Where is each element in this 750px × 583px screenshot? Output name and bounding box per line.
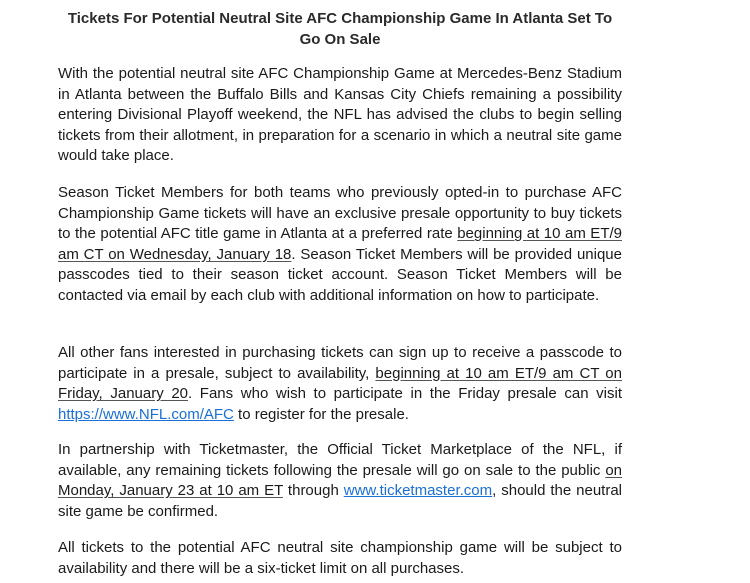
paragraph-text: . Season Ticket Members will be provided unique passcodes tied to their season ticket account. Season Ticket Members will be contacted via email by each club with additional information on how to participate. bbox=[58, 245, 622, 304]
paragraph-text: to register for the presale. bbox=[233, 405, 409, 423]
paragraph-text: . Fans who wish to participate in the Friday presale can visit bbox=[188, 385, 622, 403]
public-sale-date: on Monday, January 23 at 10 am ET bbox=[58, 461, 622, 500]
paragraph-text: , should the neutral site game be confirmed. bbox=[58, 482, 623, 520]
paragraph-fan-presale bbox=[58, 343, 622, 425]
article-title: Tickets For Potential Neutral Site AFC Championship Game In Atlanta Set To Go On Sale bbox=[67, 10, 613, 48]
paragraph-intro: With the potential neutral site AFC Championship Game at Mercedes-Benz Stadium in Atlanta between the Buffalo Bills and Kansas City Chiefs remaining a possibility entering Divisional Playoff weekend, the NFL has advised the clubs to begin selling tickets from their allotment, in preparation for a scenario in which a neutral site game would take place. bbox=[58, 65, 622, 165]
paragraph-text: All other fans interested in purchasing tickets can sign up to receive a passcode to participate in a presale, subject to availability, bbox=[58, 344, 622, 382]
paragraph-ticket-limit: All tickets to the potential AFC neutral site championship game will be subject to availability and there will be a six-ticket limit on all purchases. bbox=[58, 539, 622, 577]
presale-date-wednesday: beginning at 10 am ET/9 am CT on Wednesday, January 18 bbox=[58, 225, 622, 263]
paragraph-text: In partnership with Ticketmaster, the Official Ticket Marketplace of the NFL, if available, any remaining tickets following the presale will go on sale to the public bbox=[58, 441, 622, 479]
ticketmaster-link[interactable]: www.ticketmaster.com bbox=[343, 482, 493, 500]
presale-date-friday: beginning at 10 am ET/9 am CT on Friday, January 20 bbox=[58, 364, 622, 403]
paragraph-text: through bbox=[283, 482, 344, 500]
paragraph-season-ticket-presale bbox=[58, 183, 622, 307]
paragraph-text: Season Ticket Members for both teams who previously opted-in to purchase AFC Championship Game tickets will have an exclusive presale opportunity to buy tickets to the potential AFC title game in Atlanta at a preferred rate bbox=[58, 184, 622, 243]
nfl-afc-link[interactable]: https://www.NFL.com/AFC bbox=[58, 405, 234, 423]
paragraph-public-sale bbox=[58, 440, 622, 522]
